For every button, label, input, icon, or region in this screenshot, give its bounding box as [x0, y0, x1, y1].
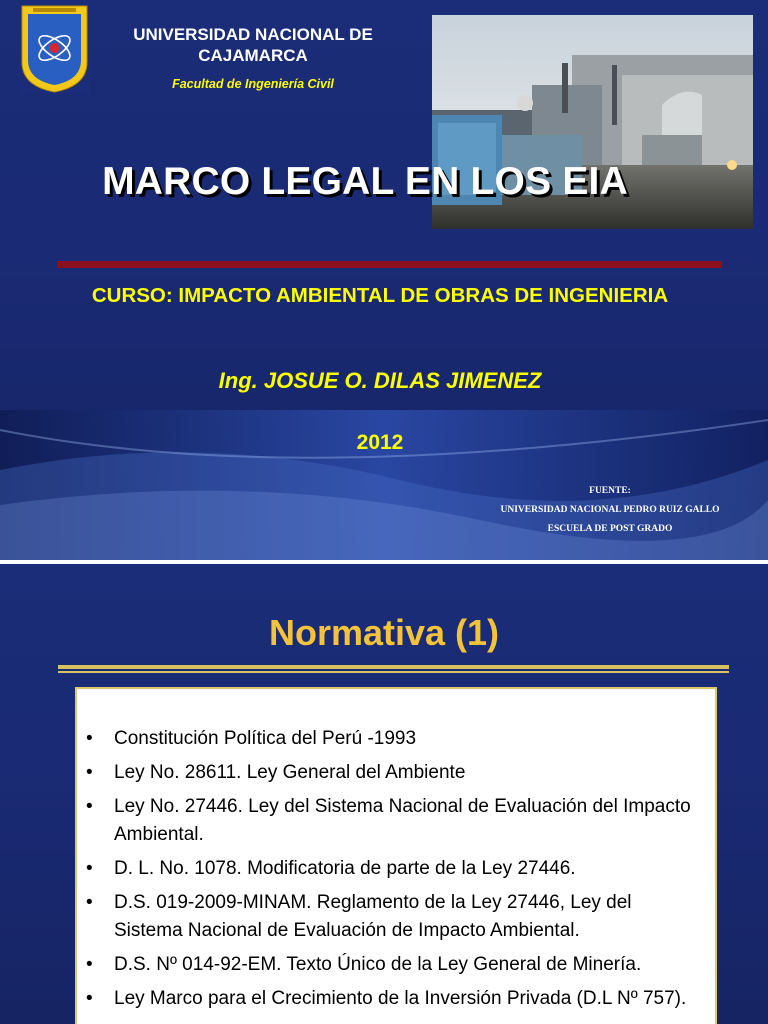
list-item-text: Constitución Política del Perú -1993 [114, 728, 417, 749]
source-line-1: UNIVERSIDAD NACIONAL PEDRO RUIZ GALLO [500, 505, 720, 515]
list-item [77, 855, 717, 883]
course-name: CURSO: IMPACTO AMBIENTAL DE OBRAS DE INGENIERIA [91, 284, 669, 307]
normativa-list-box [75, 687, 717, 1024]
list-item-text: Ley No. 28611. Ley General del Ambiente [114, 762, 466, 783]
teacher-name: Ing. JOSUE O. DILAS JIMENEZ [218, 368, 542, 393]
list-item [77, 725, 717, 753]
slide-title: MARCO LEGAL EN LOS EIA [102, 160, 628, 203]
university-name: UNIVERSIDAD NACIONAL DE CAJAMARCA [133, 25, 373, 65]
list-item-text: D.S. Nº 014-92-EM. Texto Único de la Ley General de Minería. [114, 954, 642, 975]
list-item [77, 793, 717, 849]
title-divider-thin [58, 671, 729, 673]
source-line-2: ESCUELA DE POST GRADO [547, 524, 673, 534]
bullet-icon: • [86, 858, 93, 879]
list-item-text: D.S. 019-2009-MINAM. Reglamento de la Ley 27446, Ley del Sistema Nacional de Evaluación de Impacto Ambiental. [114, 892, 632, 941]
bullet-icon: • [86, 762, 93, 783]
title-divider [57, 261, 722, 268]
bullet-icon: • [86, 728, 93, 749]
list-item [77, 759, 717, 787]
list-item [77, 951, 717, 979]
bullet-icon: • [86, 892, 93, 913]
normativa-slide [0, 560, 768, 1024]
list-item [77, 985, 717, 1013]
list-item-text: Ley No. 27446. Ley del Sistema Nacional de Evaluación del Impacto Ambiental. [114, 796, 691, 845]
faculty-name: Facultad de Ingeniería Civil [172, 77, 334, 91]
slide-year: 2012 [356, 431, 404, 454]
university-seal-icon [19, 2, 90, 94]
bullet-icon: • [86, 988, 93, 1009]
normativa-list [77, 725, 717, 1019]
list-item-text: D. L. No. 1078. Modificatoria de parte de la Ley 27446. [114, 858, 576, 879]
title-divider [58, 665, 729, 669]
source-label: FUENTE: [589, 486, 631, 496]
list-item-text: Ley Marco para el Crecimiento de la Inversión Privada (D.L Nº 757). [114, 988, 687, 1009]
bullet-icon: • [86, 954, 93, 975]
list-item [77, 889, 717, 945]
bullet-icon: • [86, 796, 93, 817]
slide-title: Normativa (1) [268, 612, 500, 653]
